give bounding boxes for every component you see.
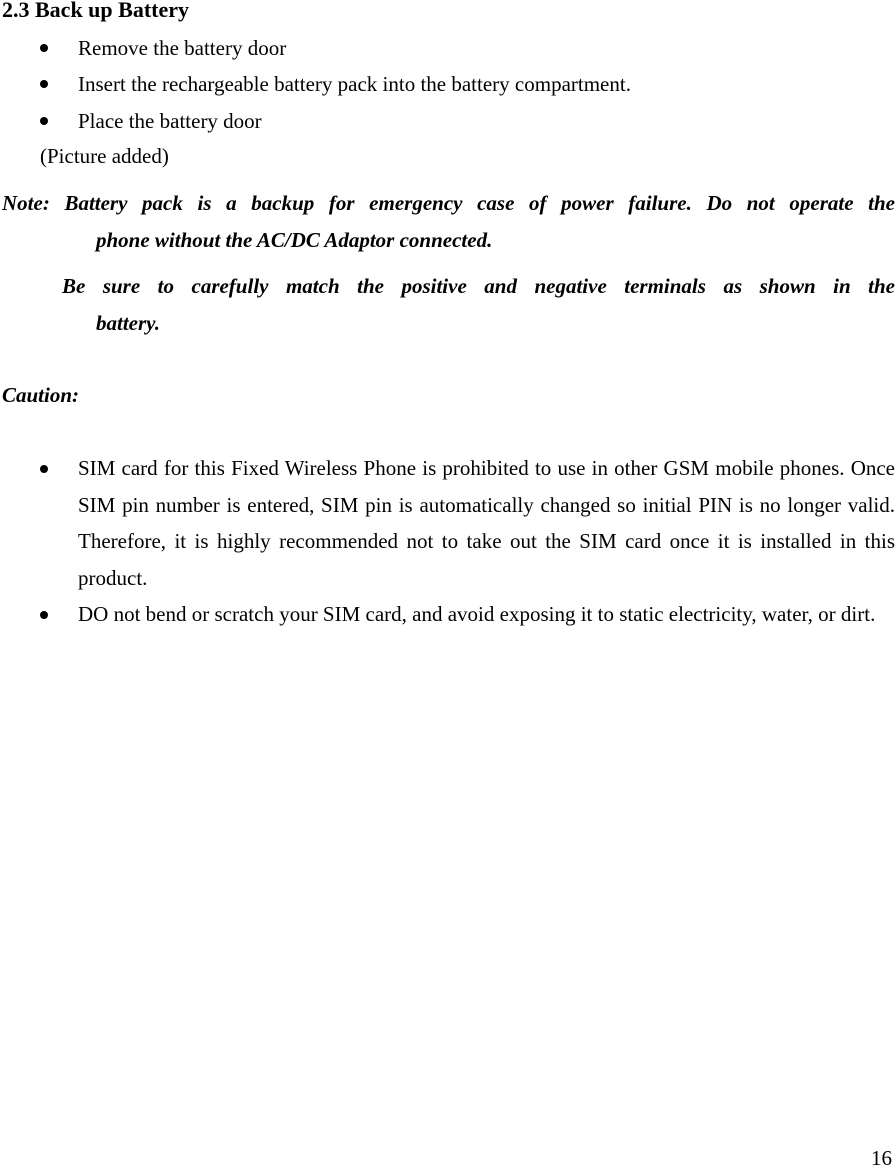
caution-item: SIM card for this Fixed Wireless Phone is prohibited to use in other GSM mobile phones. Once SIM pin number is entered, SIM pin is automatically changed so initial PIN is no longer valid. Therefore, it is highly recommended not to take out the SIM card once it is installed in this product. (78, 456, 895, 590)
note-line: phone without the AC/DC Adaptor connected. (96, 228, 493, 252)
bullet-icon (40, 611, 48, 619)
step-item: Place the battery door (78, 109, 262, 133)
note-line: Note: Battery pack is a backup for emergency case of power failure. Do not operate the (2, 191, 895, 215)
page-number: 16 (871, 1146, 892, 1170)
step-item: Remove the battery door (78, 36, 287, 60)
caution-item: DO not bend or scratch your SIM card, and avoid exposing it to static electricity, water, or dirt. (78, 602, 876, 626)
note-line: Be sure to carefully match the positive and negative terminals as shown in the (62, 274, 895, 298)
caution-label: Caution: (2, 383, 80, 407)
picture-note: (Picture added) (40, 144, 169, 168)
bullet-icon (40, 44, 48, 52)
step-item: Insert the rechargeable battery pack into the battery compartment. (78, 72, 631, 96)
bullet-icon (40, 117, 48, 125)
bullet-icon (40, 465, 48, 473)
bullet-icon (40, 80, 48, 88)
section-heading: 2.3 Back up Battery (2, 0, 189, 22)
note-line: battery. (96, 311, 160, 335)
